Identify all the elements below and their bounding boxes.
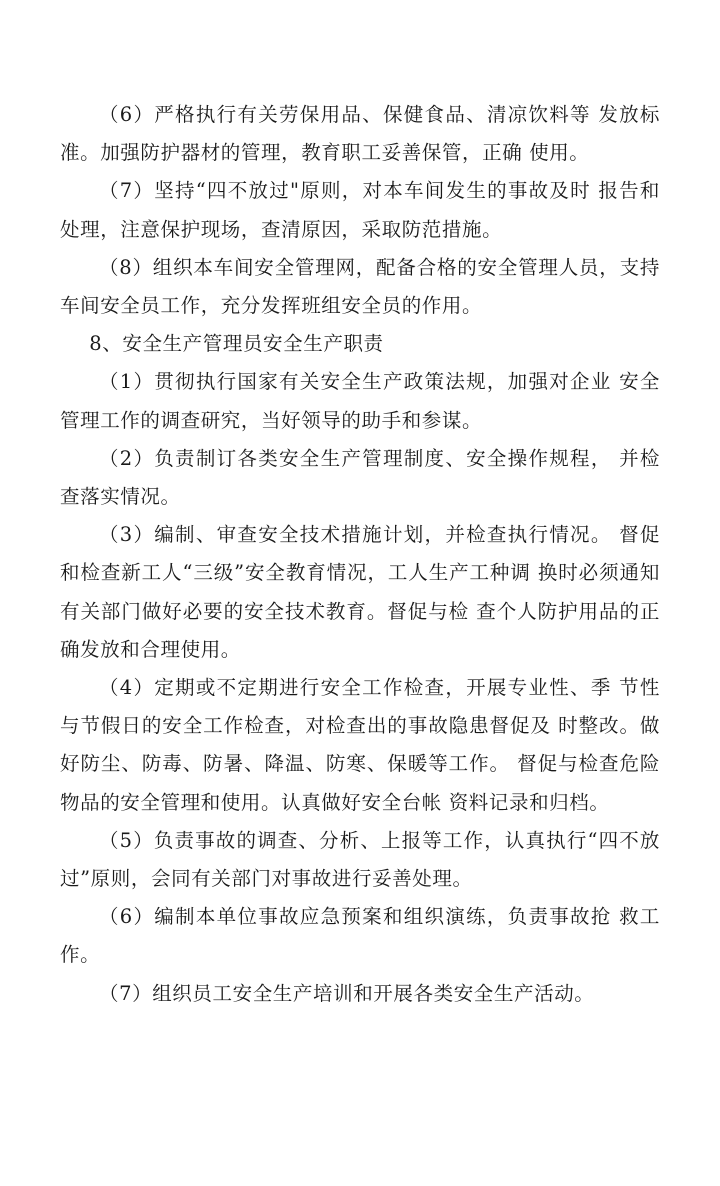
section-heading-safety-officer-duties: 8、安全生产管理员安全生产职责 (89, 332, 384, 356)
paragraph-duty-7: （7）组织员工安全生产培训和开展各类安全生产活动。 (99, 981, 595, 1005)
paragraph-duty-3: （3）编制、审查安全技术措施计划，并检查执行情况。 督促和检查新工人“三级”安全教育情况，工人生产工种调 换时必须通知有关部门做好必要的安全技术教育。督促与检 查个人防护用品的正确发放和合理使用。 (60, 523, 660, 661)
paragraph-item-7-four-not-let-go: （7）坚持“四不放过"原则，对本车间发生的事故及时 报告和处理，注意保护现场，查清原因，采取防范措施。 (60, 179, 660, 241)
paragraph-item-8-safety-network: （8）组织本车间安全管理网，配备合格的安全管理人员，支持车间安全员工作，充分发挥班组安全员的作用。 (60, 255, 660, 318)
paragraph-duty-4: （4）定期或不定期进行安全工作检查，开展专业性、季 节性与节假日的安全工作检查，对检查出的事故隐患督促及 时整改。做好防尘、防毒、防暑、降温、防寒、保暖等工作。 督促与检查危险物品的安全管理和使用。认真做好安全台帐 资料记录和归档。 (60, 676, 660, 814)
document-body (60, 96, 660, 1013)
paragraph-duty-5: （5）负责事故的调查、分析、上报等工作，认真执行“四不放过”原则，会同有关部门对事故进行妥善处理。 (60, 828, 660, 891)
paragraph-duty-6: （6）编制本单位事故应急预案和组织演练，负责事故抢 救工作。 (60, 905, 660, 967)
paragraph-item-6-ppe-standards: （6）严格执行有关劳保用品、保健食品、清凉饮料等 发放标准。加强防护器材的管理，教育职工妥善保管，正确 使用。 (60, 103, 660, 165)
paragraph-duty-2: （2）负责制订各类安全生产管理制度、安全操作规程， 并检查落实情况。 (60, 446, 660, 509)
paragraph-duty-1: （1）贯彻执行国家有关安全生产政策法规，加强对企业 安全管理工作的调查研究，当好领导的助手和参谋。 (60, 370, 660, 432)
